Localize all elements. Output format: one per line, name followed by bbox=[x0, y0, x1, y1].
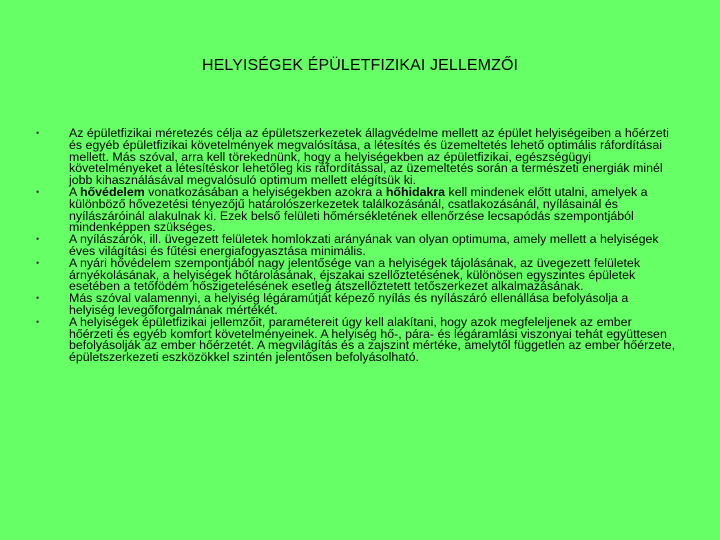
bullet-text: Más szóval valamennyi, a helyiség légáramútját képező nyílás és nyílászáró ellenállása befolyásolja a helyiség levegőforgalmának mértékét. bbox=[69, 291, 629, 317]
bullet-icon: • bbox=[36, 293, 40, 304]
bold-term-hohidak: hőhidakra bbox=[385, 184, 446, 199]
text-run: vonatkozásában a helyiségekben azokra a bbox=[144, 184, 386, 199]
slide-title: HELYISÉGEK ÉPÜLETFIZIKAI JELLEMZŐI bbox=[201, 57, 519, 74]
bullet-item bbox=[36, 234, 676, 258]
bullet-text: A helyiségek épületfizikai jellemzőit, paramétereit úgy kell alakítani, hogy azok megfeleljenek az ember hőérzeti és egyéb komfort követelményeinek. A helyiség hő-, pára- és légáramlási viszonyai tehát együttesen befolyásolják az ember hőérzetét. A megvilágítás és a zajszint mértéke, amelytől független az ember hőérzete, épületszerkezeti eszközökkel szintén jelentősen befolyásolható. bbox=[69, 314, 676, 365]
bullet-item bbox=[36, 314, 676, 365]
bullet-icon: • bbox=[36, 257, 40, 268]
bullet-text: Az épületfizikai méretezés célja az épületszerkezetek állagvédelme mellett az épület helyiségeiben a hőérzeti és egyéb épületfizikai követelmények megvalósítása, a létesítés és üzemeltetés lehető optimális ráfordításai mellett. Más szóval, arra kell törekednünk, hogy a helyiségekben az épületfizikai, egészségügyi követelményeket a létesítéskor lehetőleg kis ráfordítással, az üzemeltetés során a természeti energiák minél jobb kihasználásával megvalósuló optimum mellett elégítsük ki. bbox=[69, 126, 669, 188]
bullet-icon: • bbox=[36, 128, 40, 138]
bullet-icon: • bbox=[36, 316, 40, 327]
bold-term-hovedelem: hővédelem bbox=[80, 184, 145, 199]
bullet-item bbox=[36, 128, 676, 187]
bullet-text bbox=[69, 185, 648, 234]
bullet-icon: • bbox=[36, 186, 40, 197]
bullet-item bbox=[36, 255, 676, 294]
bullet-icon: • bbox=[36, 234, 40, 245]
text-run: A bbox=[69, 184, 81, 199]
bullet-item bbox=[36, 184, 676, 235]
text-run: kell mindenek előtt utalni, amelyek a különböző hővezetési tényezőjű határolószerkezetek találkozásánál, csatlakozásánál, nyílásainál és nyílászáróinál alakulnak ki. Ezek belső felületi hőmérsékletének ellenőrzése lecsapódás szempontjából mindenképpen szükséges. bbox=[69, 184, 648, 235]
bullet-list bbox=[36, 128, 676, 364]
bullet-item bbox=[36, 293, 676, 317]
bullet-text: A nyári hővédelem szempontjából nagy jelentősége van a helyiségek tájolásának, az üvegezett felületek árnyékolásának, a helyiségek hőtárolásának, éjszakai szellőztetésének, különösen egyszintes épületek esetében a tetőfödém hőszigetelésének esetleg átszellőztetett tetőszerkezet alkalmazásának. bbox=[69, 255, 641, 294]
bullet-text: A nyílászárók, ill. üvegezett felületek homlokzati arányának van olyan optimuma, amely mellett a helyiségek éves világítási és fűtési energiafogyasztása minimális. bbox=[69, 232, 659, 258]
